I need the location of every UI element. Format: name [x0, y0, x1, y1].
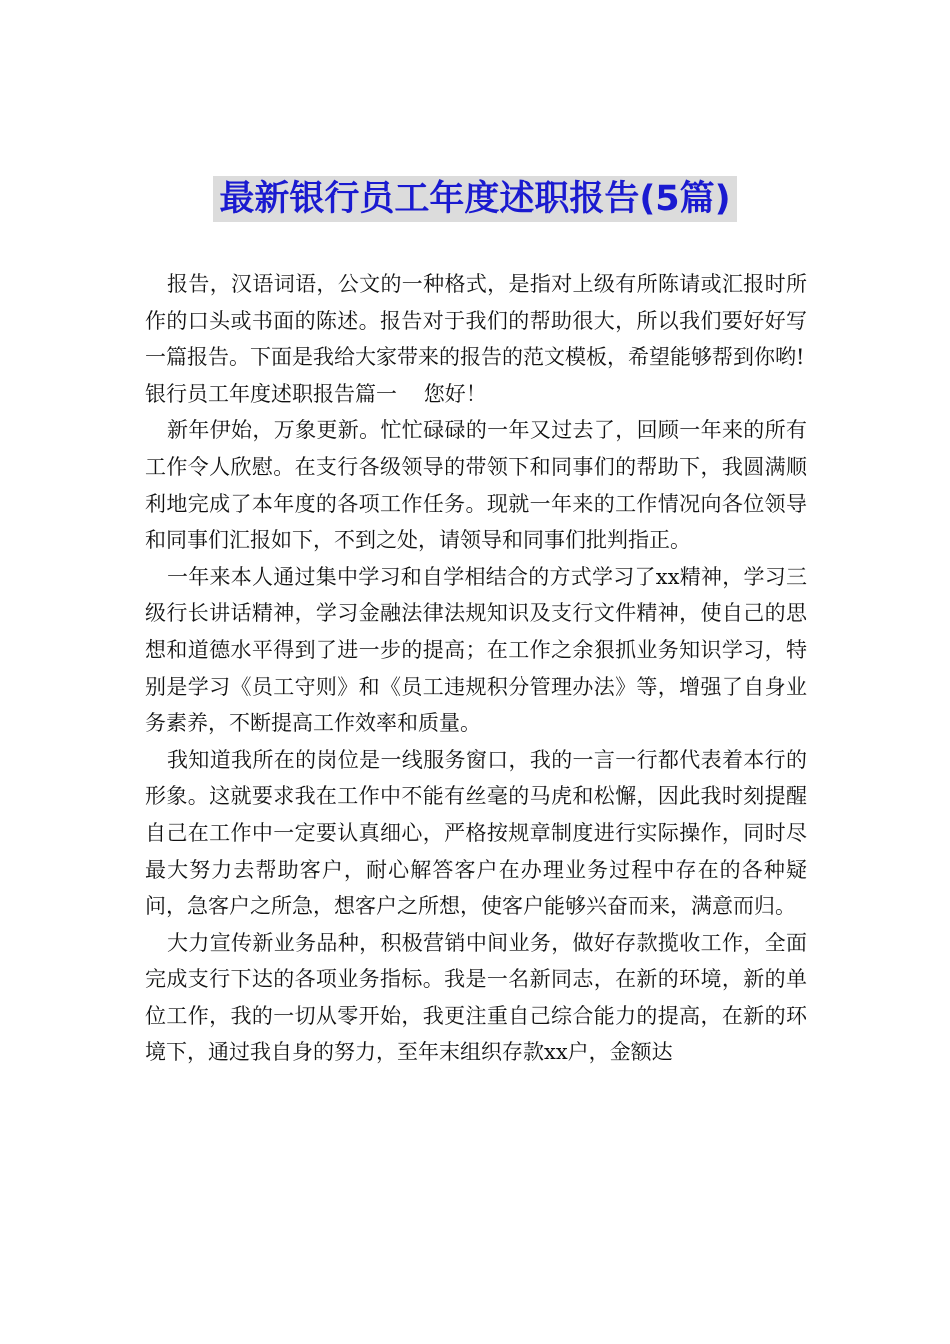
document-title: 最新银行员工年度述职报告(5篇): [213, 176, 736, 222]
paragraph: 一年来本人通过集中学习和自学相结合的方式学习了xx精神，学习三级行长讲话精神，学习金融法律法规知识及支行文件精神，使自己的思想和道德水平得到了进一步的提高；在工作之余狠抓业务知识学习，特别是学习《员工守则》和《员工违规积分管理办法》等，增强了自身业务素养，不断提高工作效率和质量。: [145, 564, 807, 736]
paragraph-section-heading: 银行员工年度述职报告篇一 您好！: [145, 381, 487, 406]
paragraph: 新年伊始，万象更新。忙忙碌碌的一年又过去了，回顾一年来的所有工作令人欣慰。在支行各级领导的带领下和同事们的帮助下，我圆满顺利地完成了本年度的各项工作任务。现就一年来的工作情况向各位领导和同事们汇报如下，不到之处，请领导和同事们批判指正。: [145, 418, 807, 553]
title-container: [0, 176, 950, 222]
paragraph-intro: 报告，汉语词语，公文的一种格式，是指对上级有所陈请或汇报时所作的口头或书面的陈述。报告对于我们的帮助很大，所以我们要好好写一篇报告。下面是我给大家带来的报告的范文模板，希望能够帮到你哟!: [145, 272, 807, 370]
paragraph: 大力宣传新业务品种，积极营销中间业务，做好存款揽收工作，全面完成支行下达的各项业务指标。我是一名新同志，在新的环境，新的单位工作，我的一切从零开始，我更注重自己综合能力的提高，在新的环境下，通过我自身的努力，至年末组织存款xx户，金额达: [145, 930, 807, 1065]
paragraph: 我知道我所在的岗位是一线服务窗口，我的一言一行都代表着本行的形象。这就要求我在工作中不能有丝毫的马虎和松懈，因此我时刻提醒自己在工作中一定要认真细心，严格按规章制度进行实际操作，同时尽最大努力去帮助客户，耐心解答客户在办理业务过程中存在的各种疑问，急客户之所急，想客户之所想，使客户能够兴奋而来，满意而归。: [145, 747, 807, 919]
document-body: [145, 266, 807, 1071]
